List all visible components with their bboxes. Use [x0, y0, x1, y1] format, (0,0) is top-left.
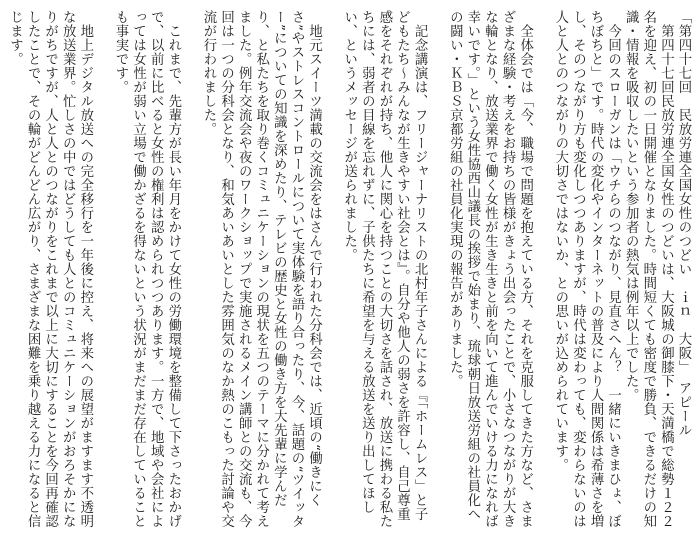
paragraph-6-text: これまで、先輩方が長い年月をかけて女性の労働環境を整備して下さったおかげで、以前に比べると女性の権利は認められつつあります。一方で、地域や会社によっては女性が弱い立場で働かざるを得ないという状況がまだまだ存在していることも事実です。	[113, 10, 181, 528]
paragraph-7-text: 地上デジタル放送への完全移行を一年後に控え、将来への展望がますます不透明な放送業界。忙しさの中ではどうしても人とのコミュニケーションがおろそかになりがちですが、人と人とのつながりをこれまで以上に大切にすることを今回再確認したことで、その輪がどんどん広がり、さまざまな困難を乗り越える力になると信じます。	[7, 10, 93, 528]
paragraph-1-text: 第四十七回民放労連全国女性のつどいは、大阪城の御膝下・天満橋で総勢１２２名を迎え、初の一日開催となりました。時間短くても密度で勝負、できるだけの知識・情報を吸収したいという参加者の熱気は例年以上でした。	[623, 10, 674, 528]
paragraph-3	[446, 10, 534, 532]
paragraph-6	[111, 10, 181, 532]
paragraph-1	[622, 10, 675, 532]
document-title: 「第四十七回 民放労連全国女性のつどい ｉｎ 大阪」 アピール	[676, 10, 691, 438]
paragraph-3-text: 全体会では「今、職場で問題を抱えている方、それを克服してきた方など、さまざまな経験・考えをお持ちの皆様がきょう出会ったことで、小さなつながりが大きな輪となり、放送業界で働く女性が生き生きと前を向いて進んでいける力になれば幸いです。」という女性協西山議長の挨拶で始まり、琉球朝日放送労組の社員化への闘い・ＫＢＳ京都労組の社員化実現の報告がありました。	[447, 10, 533, 528]
paragraph-7	[6, 10, 94, 532]
paragraph-5	[199, 10, 322, 532]
paragraph-4-text: 記念講演は、フリージャーナリストの北村年子さんによる『「ホームレス」と子どもたち〜みんなが生きやすい社会とは』。自分や他人の弱さを許容し、自己尊重感をそれぞれが持ち、他人に関心を持つことの大切さを話され、放送に携わる私たちには、弱者の目線を忘れずに、子供たちに希望を与える放送を送り出してほしい、というメッセージが送られました。	[341, 10, 428, 528]
paragraph-4	[340, 10, 428, 532]
paragraph-2	[551, 10, 621, 532]
paragraph-2-text: 今回のスローガンは「ウチらのつながり、見直さへん？ 一緒にいきまひょ、ぼちぼちと」です。時代の変化やインターネットの普及により人間関係は希薄さを増し、そのつながり方も変化しつつありますが、時代は変わっても、変わらないのは人と人とのつながりの大切さではないか、との思いが込められています。	[552, 10, 621, 528]
vertical-text-body	[4, 10, 692, 532]
paragraph-5-text: 地元スイーツ満載の交流会をはさんで行われた分科会では、近頃の“働きにくさ”やストレスコントロールについて実体験を語り合ったり、今、話題の“ツイッター”についての知識を深めたり、テレビの歴史と女性の働き方を大先輩に学んだり、と私たちを取り巻くコミュニケーションの現状を五つのテーマに分かれて考えました。例年交流会や夜のワークショップで実施されるメイン講師との交流も、今回は一つの分科会となり、和気あいあいとした雰囲気のなか熱のこもった討論や交流が行われました。	[200, 10, 322, 529]
